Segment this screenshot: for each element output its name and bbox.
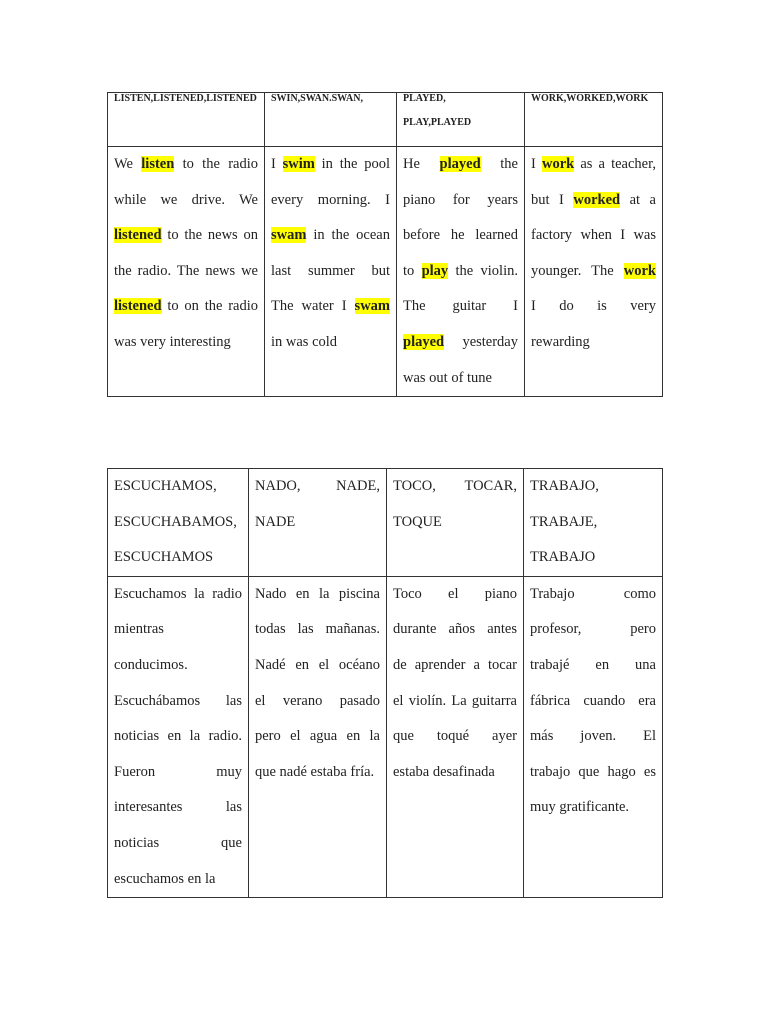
text-line [271,289,390,325]
text-line: mientras [114,621,164,638]
text-line [271,183,390,219]
text-line: muy gratificante. [530,799,630,816]
header-text: PLAYED, [403,93,446,104]
text-segment: in was cold [271,333,338,350]
text-line: más joven. El [530,728,656,745]
text-line [531,183,656,219]
text-segment: was very interesting [114,333,231,350]
highlighted-verb: listen [141,156,175,172]
highlighted-verb: swam [354,298,390,315]
example-cell-play [397,147,525,397]
text-line: Nadé en el océano [255,656,380,673]
text-line [531,289,656,325]
highlighted-verb: swam [271,227,307,244]
header-text: LISTEN,LISTENED,LISTENED [114,93,257,104]
text-segment: The water I [271,298,355,315]
text-line: fábrica cuando era [530,692,656,709]
text-segment: to the radio [174,156,258,172]
text-segment: in the ocean [306,227,390,244]
text-segment: every morning. I [271,191,390,208]
text-segment: the violin. [448,262,518,279]
text-line: TRABAJE, [530,513,598,530]
text-line [403,147,518,183]
text-line: trabajé en una [530,656,656,673]
text-line [271,325,390,361]
text-line: NADE [255,513,296,530]
text-line [403,254,518,290]
header-cell-listen [108,93,265,147]
text-line [114,325,258,361]
text-line: TOCO, TOCAR, [393,478,517,494]
header-cell-work [525,93,663,147]
text-segment: before he learned [403,227,518,244]
example-cell-escuchar [108,576,249,897]
header-cell-tocar [387,469,524,577]
text-line: Escuchamos la radio [114,585,242,602]
text-segment: yesterday [444,333,518,350]
text-line: trabajo que hago es [530,763,656,780]
spanish-verbs-table [107,468,663,898]
text-line [531,254,656,290]
english-verbs-table [107,92,663,397]
text-segment: as a teacher, [574,156,656,172]
text-line: que nadé estaba fría. [255,763,375,780]
header-cell-swim [265,93,397,147]
header-cell-nadar [249,469,387,577]
text-line: Nado en la piscina [255,585,380,602]
text-line: Toco el piano [393,585,517,602]
text-line: noticias en la radio. [114,728,242,745]
text-segment: last summer but [271,262,390,279]
example-cell-work [525,147,663,397]
text-line: NADO, NADE, [255,478,380,494]
highlighted-verb: played [403,333,445,350]
text-line: que toqué ayer [393,728,517,745]
text-line [403,289,518,325]
text-line: Fueron muy [114,763,242,780]
text-line [403,183,518,219]
text-line: pero el agua en la [255,728,380,745]
text-line: de aprender a tocar [393,656,517,673]
text-line [531,218,656,254]
header-cell-play [397,93,525,147]
text-segment: We [114,156,142,172]
text-segment: at a [620,191,656,208]
text-line: profesor, pero [530,621,656,638]
highlighted-verb: listened [114,298,162,315]
example-cell-swim [265,147,397,397]
text-segment: I do is very [531,298,656,315]
text-segment: to on the radio [161,298,258,315]
text-line: Trabajo como [530,585,656,602]
header-text: WORK,WORKED,WORK [531,93,649,104]
text-line: TRABAJO [530,549,596,566]
text-segment: I [531,156,542,172]
table-row [108,576,663,897]
text-line: durante años antes [393,621,517,638]
text-line: todas las mañanas. [255,621,380,638]
header-text: PLAY,PLAYED [403,117,472,128]
highlighted-verb: work [623,262,656,279]
text-line [114,147,258,183]
highlighted-verb: work [541,156,575,172]
text-segment: younger. The [531,262,624,279]
text-line [531,147,656,183]
table-header-row [108,93,663,147]
text-segment: factory when I was [531,227,656,244]
header-text: SWIN,SWAN.SWAN, [271,93,363,104]
highlighted-verb: played [439,156,481,172]
text-segment: was out of tune [403,369,492,386]
table-row [108,147,663,397]
text-segment: I [271,156,283,172]
text-segment: to the news on [161,227,258,244]
highlighted-verb: worked [573,191,621,208]
text-line [403,325,518,361]
header-cell-escuchar [108,469,249,577]
text-line: estaba desafinada [393,763,495,780]
header-cell-trabajar [524,469,663,577]
text-segment: while we drive. We [114,191,258,208]
text-segment: in the pool [314,156,390,172]
text-segment: The guitar I [403,298,518,315]
text-line: interesantes las [114,799,242,816]
text-line [271,254,390,290]
text-segment: to [403,262,422,279]
text-line [114,218,258,254]
text-line [403,361,518,397]
text-line: TOQUE [393,513,442,530]
table-header-row [108,469,663,577]
text-segment: but I [531,191,574,208]
example-cell-listen [108,147,265,397]
text-line [114,254,258,290]
text-segment: He [403,156,440,172]
text-line: noticias que [114,834,242,851]
highlighted-verb: play [421,262,449,279]
text-line: TRABAJO, [530,478,599,494]
text-line: el violín. La guitarra [393,692,517,709]
text-line [271,218,390,254]
text-line: ESCUCHAMOS [114,549,214,566]
text-segment: the [480,156,518,172]
text-line: ESCUCHABAMOS, [114,513,237,530]
example-cell-trabajar [524,576,663,897]
text-line [271,147,390,183]
text-line [403,218,518,254]
text-line: ESCUCHAMOS, [114,478,217,494]
highlighted-verb: swim [282,156,315,172]
text-line [114,183,258,219]
example-cell-nadar [249,576,387,897]
text-segment: rewarding [531,333,590,350]
text-segment: piano for years [403,191,518,208]
text-line [114,289,258,325]
text-line: el verano pasado [255,692,380,709]
example-cell-tocar [387,576,524,897]
highlighted-verb: listened [114,227,162,244]
text-line: conducimos. [114,656,188,673]
text-line [531,325,656,361]
text-line: escuchamos en la [114,870,216,887]
text-line: Escuchábamos las [114,692,242,709]
text-segment: the radio. The news we [114,262,258,279]
